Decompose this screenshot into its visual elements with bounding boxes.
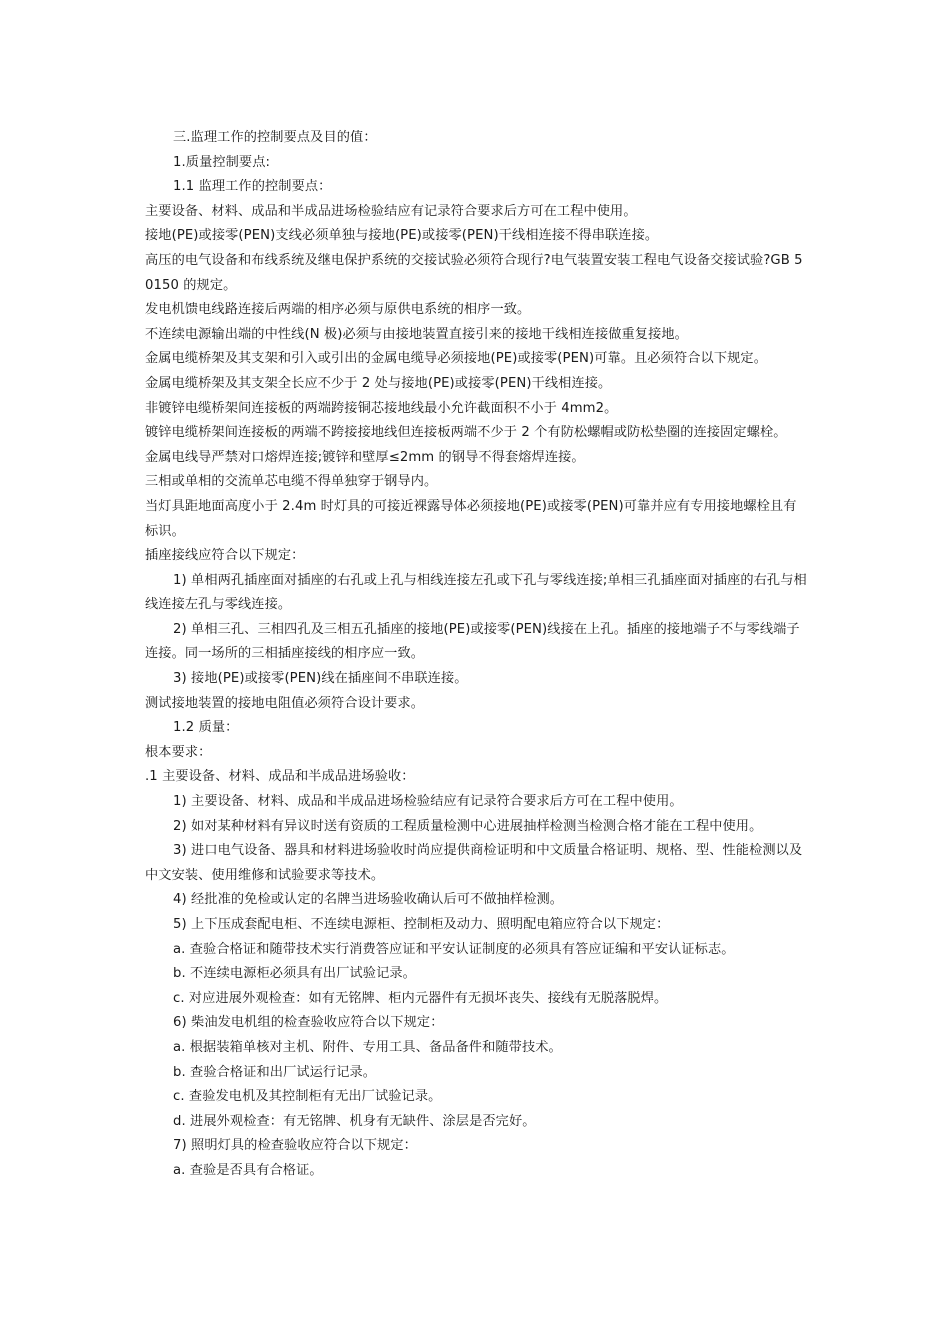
paragraph: 根本要求： (145, 744, 212, 760)
paragraph: c. 对应进展外观检查：如有无铭牌、柜内元器件有无损坏丧失、接线有无脱落脱焊。 (173, 990, 668, 1006)
paragraph: 高压的电气设备和布线系统及继电保护系统的交接试验必须符合现行?电气装置安装工程电气设备交接试验?GB 50150 的规定。 (145, 252, 803, 293)
paragraph: .1 主要设备、材料、成品和半成品进场验收： (145, 769, 415, 785)
paragraph: 金属电缆桥架及其支架和引入或引出的金属电缆导必须接地(PE)或接零(PEN)可靠。且必须符合以下规定。 (145, 351, 767, 367)
paragraph: 三.监理工作的控制要点及目的值： (173, 130, 377, 145)
paragraph: 2) 如对某种材料有异议时送有资质的工程质量检测中心进展抽样检测当检测合格才能在工程中使用。 (173, 818, 763, 834)
paragraph: a. 查验合格证和随带技术实行消费答应证和平安认证制度的必须具有答应证编和平安认证标志。 (173, 941, 735, 957)
paragraph: 3) 接地(PE)或接零(PEN)线在插座间不串联连接。 (173, 671, 468, 687)
paragraph: 插座接线应符合以下规定： (145, 548, 305, 564)
paragraph: 三相或单相的交流单芯电缆不得单独穿于钢导内。 (145, 474, 438, 490)
paragraph: 不连续电源输出端的中性线(N 极)必须与由接地装置直接引来的接地干线相连接做重复接地。 (145, 326, 688, 342)
paragraph: a. 查验是否具有合格证。 (173, 1162, 323, 1178)
paragraph: 测试接地装置的接地电阻值必须符合设计要求。 (145, 695, 425, 711)
paragraph: 3) 进口电气设备、器具和材料进场验收时尚应提供商检证明和中文质量合格证明、规格、型、性能检测以及中文安装、使用维修和试验要求等技术。 (145, 843, 803, 883)
paragraph: 7) 照明灯具的检查验收应符合以下规定： (173, 1138, 417, 1154)
paragraph: c. 查验发电机及其控制柜有无出厂试验记录。 (173, 1089, 442, 1105)
paragraph: 金属电缆桥架及其支架全长应不少于 2 处与接地(PE)或接零(PEN)干线相连接。 (145, 375, 612, 391)
paragraph: 金属电线导严禁对口熔焊连接;镀锌和壁厚≤2mm 的钢导不得套熔焊连接。 (145, 449, 585, 465)
paragraph: 发电机馈电线路连接后两端的相序必须与原供电系统的相序一致。 (145, 302, 531, 318)
document-body (145, 126, 807, 1184)
paragraph: a. 根据装箱单核对主机、附件、专用工具、备品备件和随带技术。 (173, 1039, 562, 1055)
paragraph: 2) 单相三孔、三相四孔及三相五孔插座的接地(PE)或接零(PEN)线接在上孔。插座的接地端子不与零线端子连接。同一场所的三相插座接线的相序应一致。 (145, 621, 800, 662)
paragraph: 接地(PE)或接零(PEN)支线必须单独与接地(PE)或接零(PEN)干线相连接不得串联连接。 (145, 228, 659, 244)
paragraph: 1.质量控制要点: (173, 154, 271, 170)
paragraph: b. 查验合格证和出厂试运行记录。 (173, 1064, 377, 1080)
paragraph: 非镀锌电缆桥架间连接板的两端跨接铜芯接地线最小允许截面积不小于 4mm2。 (145, 400, 618, 416)
paragraph: 5) 上下压成套配电柜、不连续电源柜、控制柜及动力、照明配电箱应符合以下规定： (173, 917, 670, 932)
paragraph: 1) 单相两孔插座面对插座的右孔或上孔与相线连接左孔或下孔与零线连接;单相三孔插座面对插座的右孔与相线连接左孔与零线连接。 (145, 572, 807, 613)
paragraph: 1.2 质量： (173, 720, 239, 736)
paragraph: d. 进展外观检查：有无铭牌、机身有无缺件、涂层是否完好。 (173, 1113, 536, 1129)
paragraph: 当灯具距地面高度小于 2.4m 时灯具的可接近裸露导体必须接地(PE)或接零(PEN)可靠并应有专用接地螺栓且有标识。 (145, 498, 797, 539)
paragraph: 1.1 监理工作的控制要点： (173, 179, 332, 195)
paragraph: b. 不连续电源柜必须具有出厂试验记录。 (173, 966, 416, 982)
paragraph: 主要设备、材料、成品和半成品进场检验结应有记录符合要求后方可在工程中使用。 (145, 203, 637, 219)
paragraph: 镀锌电缆桥架间连接板的两端不跨接接地线但连接板两端不少于 2 个有防松螺帽或防松垫圈的连接固定螺栓。 (145, 425, 787, 441)
paragraph: 4) 经批准的免检或认定的名牌当进场验收确认后可不做抽样检测。 (173, 892, 564, 908)
paragraph: 1) 主要设备、材料、成品和半成品进场检验结应有记录符合要求后方可在工程中使用。 (173, 794, 683, 810)
paragraph: 6) 柴油发电机组的检查验收应符合以下规定： (173, 1015, 444, 1031)
